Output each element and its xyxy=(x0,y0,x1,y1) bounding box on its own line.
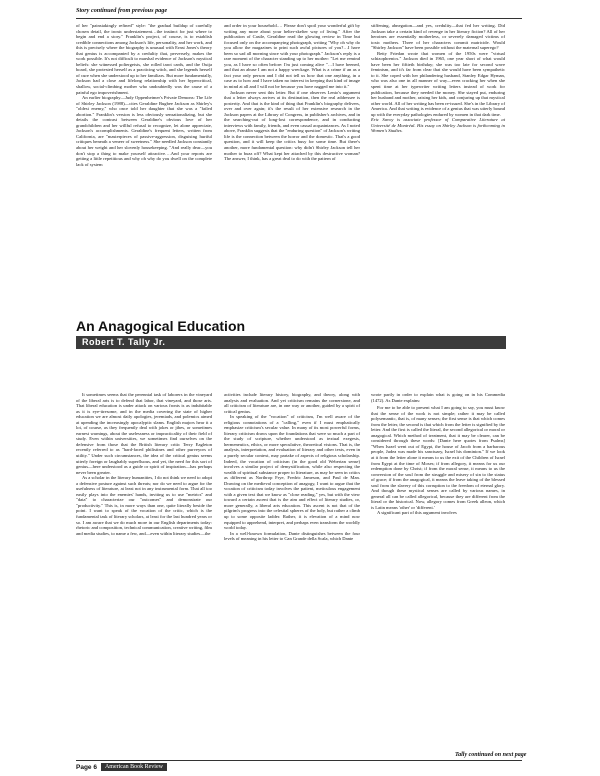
publication-name: American Book Review xyxy=(101,763,167,771)
review-column-2 xyxy=(224,23,360,162)
footer-rule xyxy=(76,760,522,761)
article-title: An Anagogical Education xyxy=(76,318,246,334)
paragraph: Jackson never sent this letter. But if one observes Lenio's argument that a letter always arrives at its destination, then the real addressee is posterity. And that is the kind of thing that Franklin's biography delivers, over and over again; it's the result of her extensive research in the Jackson papers at the Library of Congress, in publisher's archives, and in the searching-out of long-lost correspondence, and in conducting interviews with family, friends, and even casual acquaintances. As I noted above, Franklin suggests that the "enduring question" of Jackson's writing life is the connection between the horror and the domestic. That's a good question, and it will keep the critics busy for some time. But there's another, more fundamental question: why didn't Shirley Jackson tell her mother to buzz off? What kept her attached by this destructive woman? The answer, I think, has a great deal to do with the pattern of xyxy=(224,89,360,162)
review-column-3 xyxy=(371,23,505,134)
author-bio: Eric Savoy is associate professor of Comparative Literature at Université de Montréal. His essay on Shirley Jackson is forthcoming in Women's Studies. xyxy=(371,117,505,134)
review-column-1 xyxy=(76,23,212,167)
paragraph: Betty Friedan wrote that women of the 1950s were "virtual schizophrenics." Jackson died in 1965, one year short of what would have been her fiftieth birthday; she was too late for second wave feminism, and it's far from clear that she would have been sympathetic to it. She coped with her philandering husband, Stanley Edgar Hyman, who was also one in all manner of way—even cracking her when she spent time at her typewriter writing letters instead of work for publication, because they needed the money. She stayed put, enduring her husband and mother, raising her kids, and conjuring up that mystical other world. All of her writing has been re-issued. She's in the Library of America. And that writing is evidence of a genius that was utterly bound up with the everyday pathologies endured by women in that dark time. xyxy=(371,50,505,117)
page-number: Page 6 xyxy=(76,763,97,771)
paragraph: A significant part of this argument involves xyxy=(377,510,457,516)
page-footer xyxy=(76,762,167,772)
paragraph: In a well-known formulation, Dante distinguishes between the four levels of meaning in his letter to Can Grande della Scala, which Dante xyxy=(224,530,360,542)
paragraph: and order in your household.… Please don't spoil your wonderful gift by writing any more about your helter-skelter way of living." After the publication of Castle, Geraldine read the glowing review in Time but focused only on the accompanying photograph, writing "Why oh why do you allow the magazines to print such awful pictures of you?…I have been so sad all morning since with your photograph." Jackson's reply is a rare moment of the character standing up to her mother: "Let me remind you, as I have so often before: I'm just coming alive "…I have beened, and that an abuse I am not a happy wreckage. What is a crime if an as a fact your only person and I did not tell us how that one anything, in a case as to how and I have taken no interest in keeping that kind of image in mind at all and I will not be because you have nagged me into it." xyxy=(224,23,360,90)
continued-from-label: Story continued from previous page xyxy=(76,7,168,14)
article-author: Robert T. Tally Jr. xyxy=(82,337,166,347)
block-quote: For me to be able to present what I am going to say, you must know that the sense of the work is not simple; rather it may be called polysemantic, that is, of many senses; the first sense is that which comes from the letter, the second is that which from the letter is signified by the letter. And the first is called the literal, the second allegorical or moral or anagogical. Which method of treatment, that it may be clearer, can be considered through these words: [Dante here quotes from Psalms] "When Israel went out of Egypt, the house of Jacob from a barbarous people, Judea was made his sanctuary, Israel his dominion." If we look at it from the letter alone it means to us the exit of the Children of Israel from Egypt at the time of Moses; if from allegory, it means for us our redemption done by Christ; if from the moral sense, it means to us the conversion of the soul from the struggle and misery of sin to the status of grace; if from the anagogical, it means the leave taking of the blessed soul from the slavery of this corruption to the freedom of eternal glory. And though these mystical senses are called by various names, in general all can be called allegorical, because they are different from the literal or the historical. Now, allegory comes from Greek alleon, which is Latin means 'other' or 'different.' xyxy=(371,405,505,510)
continued-next-label: Tally continued on next page xyxy=(455,752,527,758)
article-column-1 xyxy=(76,392,212,536)
article-column-3 xyxy=(371,392,505,516)
paragraph: An earlier biography—Judy Oppenheimer's Private Demons: The Life of Shirley Jackson (1988)—cites Geraldine Bugbee Jackson as Shirley's "oldest enemy," who once told her daughter that she was a "failed abortion." Franklin's version is less obviously sensationalizing, but she details the contrast between Geraldine's obvious love of her grandchildren and her willful refusal to recognize, let alone appreciate, Jackson's accomplishments. Geraldine's frequent letters, written from California, are "masterpieces of passive-aggression, disguising hurtful critiques beneath a veneer of sweetness." She needled Jackson constantly about her weight and her slovenly housekeeping. "And really dear—you don't stop a thing to make yourself attractive….And your reports are getting a little repetitious and why oh why do you dwell on the complete lack of system xyxy=(76,95,212,167)
paragraph: activities include literary history, biography, and theory, along with analysis and evaluation. And yet criticism remains the cornerstone, and all criticism of literature are, in one way or another, guided by a spirit of critical genius. xyxy=(224,392,360,414)
article-column-2 xyxy=(224,392,360,542)
paragraph: It sometimes seems that the perennial task of laborers in the vineyard of the liberal arts is to defend that labor, that vineyard, and those arts. That liberal education is under attack on various fronts is as indubitable as it is eye-tiresome, and in the media covering the state of higher education we are almost daily apologies, jeremiads, and polemics aimed at upending the increasingly apocalyptic slams. English majors hear it a lot, of course, as they frequently deal with jokes or jibes, or sometimes earnest warnings, about the uselessness or impracticality of their field of study. Even within universities, we sometimes find ourselves on the defensive from those that the British literary critic Terry Eagleton recently referred to as "hard-faced philistines and other purveyors of utility." Under such circumstances, the idea of the critical genius seems utterly foreign or laughably superfluous, and yet, the need for this sort of genius—here understood as a guide or spirit of inspiration—has perhaps never been greater. xyxy=(76,392,212,475)
top-rule xyxy=(76,18,522,19)
paragraph: As a scholar in the literary humanities, I do not think we need to adopt a defensive posture against such threats; nor do we need to argue for the usefulness of literature, at least not in any instrumental form. That all too easily plays into the enemies' hands, inviting us to use "metrics" and "data" to characterize our "outcomes" and demonstrate our "productivity." This is, in more ways than one, quite literally beside the point. I want to speak of the vocation of the critic, which is the fundamental task of literary scholars, at least for the last hundred years or so. I am aware that we do much more in our English departments today: rhetoric and composition, technical communication, creative writing, film and media studies, to name a few, and—even within literary studies—the xyxy=(76,475,212,536)
paragraph: of her "painstakingly refined" style: "the gradual buildup of carefully chosen detail, the ironic understatement…the instinct for just where to begin and end a story." Franklin's project, of course, is to establish credible connections among Jackson's life, personality, and her work, and this is precisely where the biography is unusual with Ernst Jones's theory that genius is accompanied by a credulity that, perversely, makes the work possible. It's not difficult to marshal evidence of Jackson's mystical beliefs: she witnessed poltergeists, she rolled tarot cards, and the Ouija board, she protested herself as a practicing witch, and she legends herself of cure when she understood up to her familiars. But more fundamentally, Jackson had a close and lifelong relationship with her hypercritical, shallow, social-climbing mother who undoubtedly was the cause of a painful ego impoverishment. xyxy=(76,23,212,95)
paragraph: stiffening, abnegation—and yes, credulity—that fed her writing. Did Jackson take a certain kind of revenge in her literary fiction? All of her heroines are essentially motherless, or severely damaged victims of toxic mothers. Three of her characters commit matricide. Would "Shirley Jackson" have been possible without the maternal superego? xyxy=(371,23,505,51)
paragraph: wrote partly in order to explain what is going on in his Commedia (1472). As Dante explains: xyxy=(371,392,505,403)
paragraph: In speaking of the "vocation" of criticism, I'm well aware of the religious connotations of a "calling," even if I must emphatically emphasize criticism's secular value. In many of its most powerful forms, literary criticism draws upon the foundations that were so much a part of the study of scripture, whether understood as textual exegesis, hermeneutics, ethics, or more speculative, theoretical visions. That is, the analysis, interpretation, and evaluation of literary and other texts, even in a purely secular context, may partake of aspects of religious scholarship. Indeed, the vocation of criticism (in the good old Weberian sense) involves a similar project of demystification, while also respecting the wealth of spiritual substance proper to literature, as may be seen in critics as different as Northrop Frye, Fredric Jameson, and Paul de Man. Drawing on the medieval conception of anagogy, I want to argue that the vocation of criticism today involves the patient, meticulous engagement with a given text that we know as "close reading," yes, but with the view toward a certain ascent that is the aim and effect of literary studies, or, more generally, a liberal arts education. This ascent is not that of the pilgrim's progress into the celestial spheres of the holy, but rather a climb up to some opposite ladder. Rather, it is elevation of a mind now equipped to apprehend, interpret, and perhaps even transform the worldly world today. xyxy=(224,414,360,531)
